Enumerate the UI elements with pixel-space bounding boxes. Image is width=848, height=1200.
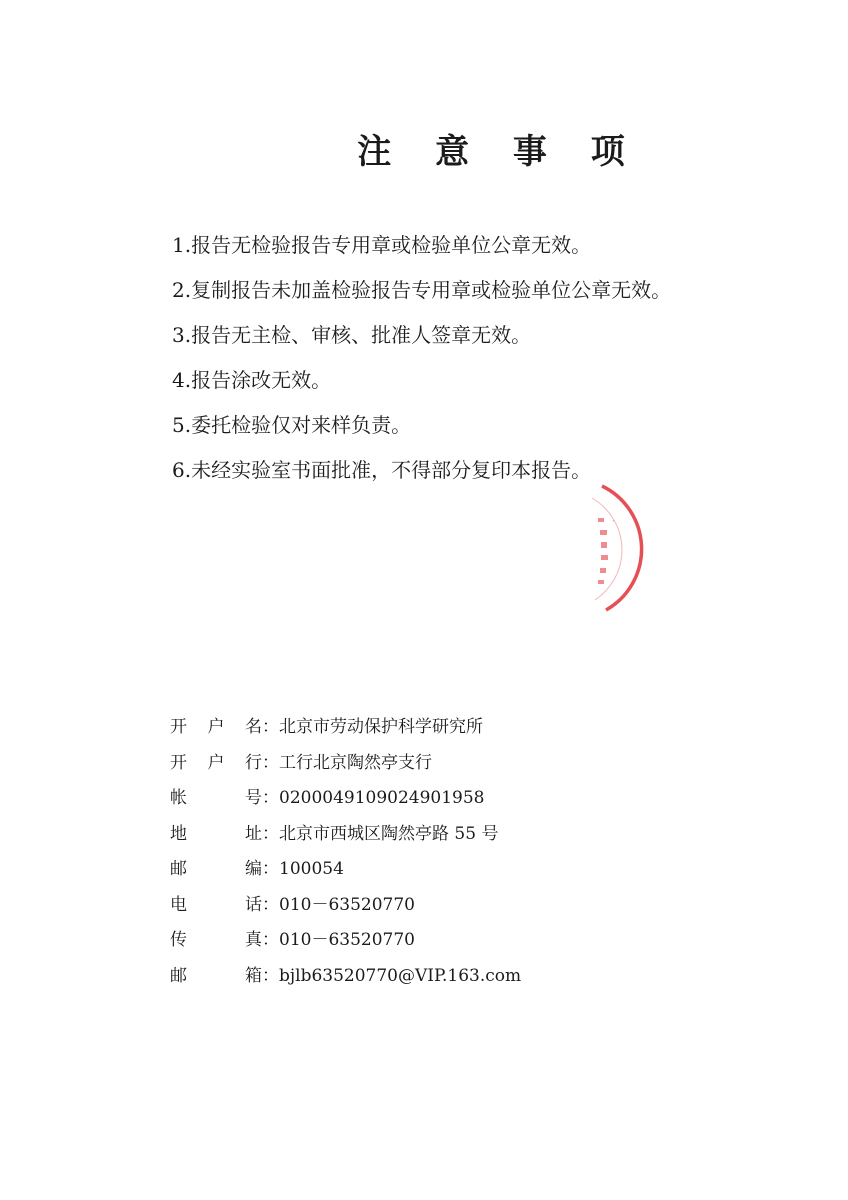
notice-item: 1.报告无检验报告专用章或检验单位公章无效。 <box>172 233 592 257</box>
page-title: 注 意 事 项 <box>357 132 641 172</box>
info-label: 地 址 <box>170 823 262 844</box>
info-row-postcode: 邮 编 ： 100054 <box>170 852 521 888</box>
info-value: 010－63520770 <box>279 894 415 915</box>
info-label: 邮 箱 <box>170 965 262 986</box>
info-value: 010－63520770 <box>279 930 415 950</box>
info-row-address: 地 址 ： 北京市西城区陶然亭路 55 号 <box>170 817 521 853</box>
info-label: 开 户 行 <box>170 752 262 773</box>
info-row-account-number: 帐 号 ： 0200049109024901958 <box>170 781 521 817</box>
info-value: 工行北京陶然亭支行 <box>279 752 432 773</box>
notice-list <box>172 226 671 496</box>
notice-item: 2.复制报告未加盖检验报告专用章或检验单位公章无效。 <box>172 278 672 302</box>
info-label: 传 真 <box>170 930 262 950</box>
notice-item: 4.报告涂改无效。 <box>172 368 332 392</box>
info-label: 电 话 <box>170 894 262 915</box>
info-value: bjlb63520770@VIP.163.com <box>279 965 522 986</box>
notice-item: 6.未经实验室书面批准，不得部分复印本报告。 <box>172 458 592 482</box>
info-value: 北京市劳动保护科学研究所 <box>279 717 483 737</box>
info-row-bank: 开 户 行 ： 工行北京陶然亭支行 <box>170 746 521 782</box>
notice-item: 3.报告无主检、审核、批准人签章无效。 <box>172 323 532 347</box>
info-row-phone: 电 话 ： 010－63520770 <box>170 888 521 924</box>
info-label: 开 户 名 <box>170 717 262 737</box>
info-value: 北京市西城区陶然亭路 55 号 <box>279 823 499 844</box>
red-seal-icon <box>580 478 650 618</box>
contact-info <box>170 710 521 994</box>
info-label: 帐 号 <box>170 788 262 808</box>
info-row-email: 邮 箱 ： bjlb63520770@VIP.163.com <box>170 959 521 995</box>
info-row-account-name: 开 户 名 ： 北京市劳动保护科学研究所 <box>170 710 521 746</box>
info-label: 邮 编 <box>170 859 262 879</box>
info-value: 0200049109024901958 <box>279 788 485 808</box>
info-row-fax: 传 真 ： 010－63520770 <box>170 923 521 959</box>
notice-item: 5.委托检验仅对来样负责。 <box>172 413 412 437</box>
svg-text:·: · <box>607 518 618 524</box>
info-value: 100054 <box>279 859 344 879</box>
